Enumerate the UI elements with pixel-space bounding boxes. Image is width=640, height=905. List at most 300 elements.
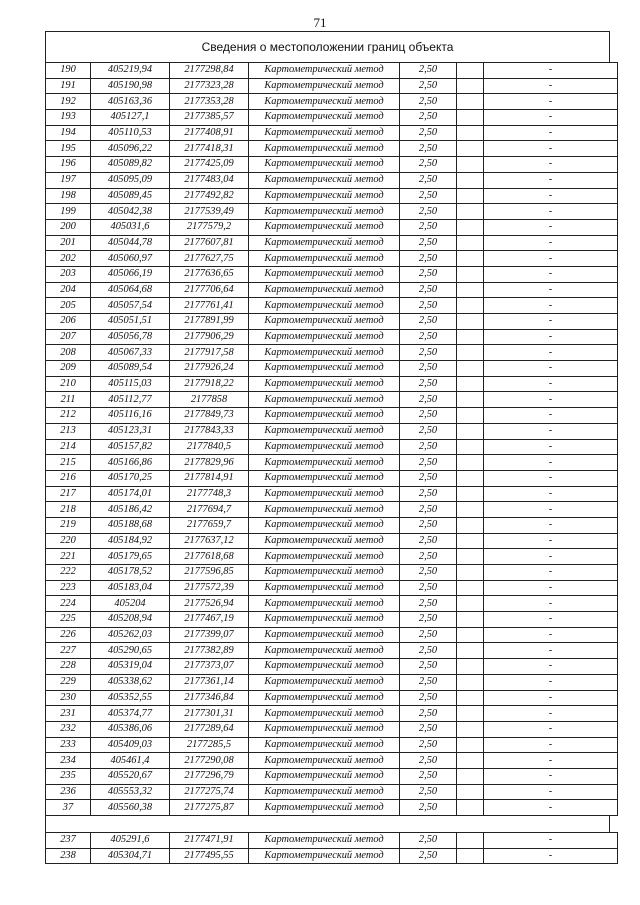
table-row [46,439,618,455]
coord-y-cell: 2177829,96 [170,455,249,471]
coord-x-cell: 405178,52 [91,565,170,581]
page-number: 71 [313,15,327,30]
description-cell: - [484,439,618,455]
point-number-cell: 205 [46,298,91,314]
table-row [46,549,618,565]
coord-y-cell: 2177285,5 [170,737,249,753]
coord-y-cell: 2177579,2 [170,219,249,235]
method-cell: Картометрический метод [249,643,400,659]
method-cell: Картометрический метод [249,596,400,612]
extra-cell [457,580,484,596]
extra-cell [457,63,484,79]
extra-cell [457,627,484,643]
coord-x-cell: 405089,82 [91,157,170,173]
description-cell: - [484,157,618,173]
extra-cell [457,376,484,392]
coord-x-cell: 405067,33 [91,345,170,361]
point-number-cell: 199 [46,204,91,220]
table-row [46,674,618,690]
coord-x-cell: 405056,78 [91,329,170,345]
extra-cell [457,690,484,706]
extra-cell [457,266,484,282]
description-cell: - [484,674,618,690]
extra-cell [457,188,484,204]
extra-cell [457,314,484,330]
description-cell: - [484,78,618,94]
extra-cell [457,470,484,486]
description-cell: - [484,737,618,753]
coord-y-cell: 2177408,91 [170,125,249,141]
description-cell: - [484,800,618,816]
precision-cell: 2,50 [400,768,457,784]
coord-x-cell: 405188,68 [91,517,170,533]
precision-cell: 2,50 [400,690,457,706]
precision-cell: 2,50 [400,376,457,392]
table-row [46,345,618,361]
description-cell: - [484,392,618,408]
table-row [46,486,618,502]
method-cell: Картометрический метод [249,721,400,737]
precision-cell: 2,50 [400,408,457,424]
coord-y-cell: 2177353,28 [170,94,249,110]
precision-cell: 2,50 [400,172,457,188]
table-row [46,784,618,800]
coord-y-cell: 2177361,14 [170,674,249,690]
precision-cell: 2,50 [400,565,457,581]
method-cell: Картометрический метод [249,63,400,79]
coord-y-cell: 2177539,49 [170,204,249,220]
coord-x-cell: 405096,22 [91,141,170,157]
coord-x-cell: 405066,19 [91,266,170,282]
extra-cell [457,768,484,784]
point-number-cell: 209 [46,361,91,377]
coord-x-cell: 405057,54 [91,298,170,314]
description-cell: - [484,596,618,612]
description-cell: - [484,502,618,518]
precision-cell: 2,50 [400,188,457,204]
extra-cell [457,721,484,737]
point-number-cell: 37 [46,800,91,816]
coord-y-cell: 2177495,55 [170,848,249,864]
extra-cell [457,674,484,690]
method-cell: Картометрический метод [249,737,400,753]
point-number-cell: 208 [46,345,91,361]
point-number-cell: 207 [46,329,91,345]
coord-y-cell: 2177694,7 [170,502,249,518]
coord-y-cell: 2177418,31 [170,141,249,157]
table-row [46,800,618,816]
precision-cell: 2,50 [400,470,457,486]
coord-y-cell: 2177637,12 [170,533,249,549]
table-row [46,204,618,220]
point-number-cell: 219 [46,517,91,533]
table-row [46,533,618,549]
coord-y-cell: 2177346,84 [170,690,249,706]
extra-cell [457,533,484,549]
table-row [46,329,618,345]
description-cell: - [484,549,618,565]
point-number-cell: 202 [46,251,91,267]
description-cell: - [484,141,618,157]
coord-y-cell: 2177917,58 [170,345,249,361]
method-cell: Картометрический метод [249,502,400,518]
point-number-cell: 197 [46,172,91,188]
table-row [46,94,618,110]
point-number-cell: 192 [46,94,91,110]
precision-cell: 2,50 [400,848,457,864]
table-row [46,580,618,596]
coord-y-cell: 2177275,87 [170,800,249,816]
table-row [46,768,618,784]
coord-x-cell: 405170,25 [91,470,170,486]
table-row [46,188,618,204]
description-cell: - [484,517,618,533]
extra-cell [457,486,484,502]
method-cell: Картометрический метод [249,125,400,141]
precision-cell: 2,50 [400,125,457,141]
coord-x-cell: 405089,45 [91,188,170,204]
method-cell: Картометрический метод [249,674,400,690]
precision-cell: 2,50 [400,298,457,314]
coord-x-cell: 405044,78 [91,235,170,251]
extra-cell [457,439,484,455]
extra-cell [457,833,484,849]
extra-cell [457,345,484,361]
coord-y-cell: 2177906,29 [170,329,249,345]
method-cell: Картометрический метод [249,690,400,706]
method-cell: Картометрический метод [249,235,400,251]
description-cell: - [484,486,618,502]
description-cell: - [484,848,618,864]
table-row [46,565,618,581]
extra-cell [457,565,484,581]
coord-x-cell: 405520,67 [91,768,170,784]
point-number-cell: 216 [46,470,91,486]
coord-y-cell: 2177843,33 [170,423,249,439]
method-cell: Картометрический метод [249,612,400,628]
coordinates-rows-continued [46,833,618,864]
point-number-cell: 220 [46,533,91,549]
point-number-cell: 204 [46,282,91,298]
precision-cell: 2,50 [400,737,457,753]
precision-cell: 2,50 [400,533,457,549]
description-cell: - [484,455,618,471]
table-row [46,157,618,173]
method-cell: Картометрический метод [249,282,400,298]
point-number-cell: 224 [46,596,91,612]
method-cell: Картометрический метод [249,188,400,204]
table-row [46,78,618,94]
coord-y-cell: 2177290,08 [170,753,249,769]
coord-y-cell: 2177618,68 [170,549,249,565]
description-cell: - [484,219,618,235]
precision-cell: 2,50 [400,800,457,816]
extra-cell [457,643,484,659]
extra-cell [457,392,484,408]
coord-x-cell: 405338,62 [91,674,170,690]
point-number-cell: 191 [46,78,91,94]
description-cell: - [484,408,618,424]
extra-cell [457,848,484,864]
table-row [46,690,618,706]
table-row [46,235,618,251]
extra-cell [457,157,484,173]
coord-x-cell: 405461,4 [91,753,170,769]
precision-cell: 2,50 [400,141,457,157]
precision-cell: 2,50 [400,643,457,659]
point-number-cell: 215 [46,455,91,471]
coord-x-cell: 405174,01 [91,486,170,502]
description-cell: - [484,125,618,141]
point-number-cell: 194 [46,125,91,141]
precision-cell: 2,50 [400,345,457,361]
coord-x-cell: 405166,86 [91,455,170,471]
table-row [46,612,618,628]
point-number-cell: 233 [46,737,91,753]
extra-cell [457,549,484,565]
description-cell: - [484,690,618,706]
description-cell: - [484,659,618,675]
precision-cell: 2,50 [400,659,457,675]
point-number-cell: 230 [46,690,91,706]
method-cell: Картометрический метод [249,549,400,565]
precision-cell: 2,50 [400,423,457,439]
table-row [46,282,618,298]
point-number-cell: 213 [46,423,91,439]
method-cell: Картометрический метод [249,659,400,675]
precision-cell: 2,50 [400,282,457,298]
table-row [46,266,618,282]
description-cell: - [484,172,618,188]
coord-x-cell: 405064,68 [91,282,170,298]
coord-y-cell: 2177483,04 [170,172,249,188]
method-cell: Картометрический метод [249,768,400,784]
method-cell: Картометрический метод [249,565,400,581]
extra-cell [457,455,484,471]
description-cell: - [484,110,618,126]
point-number-cell: 234 [46,753,91,769]
description-cell: - [484,361,618,377]
method-cell: Картометрический метод [249,455,400,471]
method-cell: Картометрический метод [249,266,400,282]
precision-cell: 2,50 [400,674,457,690]
description-cell: - [484,251,618,267]
table-row [46,314,618,330]
coord-y-cell: 2177467,19 [170,612,249,628]
table-row [46,753,618,769]
table-row [46,376,618,392]
table-row [46,848,618,864]
precision-cell: 2,50 [400,549,457,565]
coord-y-cell: 2177385,57 [170,110,249,126]
description-cell: - [484,612,618,628]
coord-y-cell: 2177748,3 [170,486,249,502]
extra-cell [457,235,484,251]
coord-x-cell: 405186,42 [91,502,170,518]
coord-y-cell: 2177492,82 [170,188,249,204]
coord-x-cell: 405291,6 [91,833,170,849]
description-cell: - [484,627,618,643]
description-cell: - [484,784,618,800]
table-row [46,643,618,659]
point-number-cell: 226 [46,627,91,643]
coord-x-cell: 405127,1 [91,110,170,126]
method-cell: Картометрический метод [249,141,400,157]
coord-y-cell: 2177918,22 [170,376,249,392]
point-number-cell: 206 [46,314,91,330]
extra-cell [457,219,484,235]
precision-cell: 2,50 [400,627,457,643]
point-number-cell: 227 [46,643,91,659]
description-cell: - [484,753,618,769]
extra-cell [457,94,484,110]
point-number-cell: 203 [46,266,91,282]
precision-cell: 2,50 [400,219,457,235]
extra-cell [457,204,484,220]
method-cell: Картометрический метод [249,784,400,800]
point-number-cell: 229 [46,674,91,690]
coordinates-table-continued [45,832,618,864]
method-cell: Картометрический метод [249,361,400,377]
point-number-cell: 228 [46,659,91,675]
coord-x-cell: 405352,55 [91,690,170,706]
point-number-cell: 235 [46,768,91,784]
coord-x-cell: 405115,03 [91,376,170,392]
method-cell: Картометрический метод [249,94,400,110]
method-cell: Картометрический метод [249,78,400,94]
table-row [46,737,618,753]
coord-y-cell: 2177296,79 [170,768,249,784]
point-number-cell: 196 [46,157,91,173]
precision-cell: 2,50 [400,486,457,502]
precision-cell: 2,50 [400,157,457,173]
description-cell: - [484,565,618,581]
point-number-cell: 212 [46,408,91,424]
method-cell: Картометрический метод [249,833,400,849]
extra-cell [457,78,484,94]
description-cell: - [484,376,618,392]
description-cell: - [484,94,618,110]
extra-cell [457,251,484,267]
method-cell: Картометрический метод [249,423,400,439]
extra-cell [457,517,484,533]
coord-x-cell: 405290,65 [91,643,170,659]
precision-cell: 2,50 [400,110,457,126]
description-cell: - [484,768,618,784]
table-row [46,706,618,722]
precision-cell: 2,50 [400,314,457,330]
description-cell: - [484,643,618,659]
point-number-cell: 211 [46,392,91,408]
extra-cell [457,423,484,439]
extra-cell [457,282,484,298]
table-gap [45,816,610,832]
point-number-cell: 193 [46,110,91,126]
table-row [46,659,618,675]
extra-cell [457,298,484,314]
coord-x-cell: 405042,38 [91,204,170,220]
extra-cell [457,502,484,518]
precision-cell: 2,50 [400,517,457,533]
table-row [46,833,618,849]
description-cell: - [484,188,618,204]
coord-y-cell: 2177471,91 [170,833,249,849]
coord-x-cell: 405060,97 [91,251,170,267]
point-number-cell: 221 [46,549,91,565]
description-cell: - [484,706,618,722]
method-cell: Картометрический метод [249,486,400,502]
point-number-cell: 218 [46,502,91,518]
coord-y-cell: 2177607,81 [170,235,249,251]
coord-x-cell: 405095,09 [91,172,170,188]
coord-x-cell: 405110,53 [91,125,170,141]
extra-cell [457,706,484,722]
method-cell: Картометрический метод [249,392,400,408]
precision-cell: 2,50 [400,266,457,282]
method-cell: Картометрический метод [249,345,400,361]
coord-y-cell: 2177596,85 [170,565,249,581]
method-cell: Картометрический метод [249,706,400,722]
precision-cell: 2,50 [400,329,457,345]
coord-x-cell: 405184,92 [91,533,170,549]
precision-cell: 2,50 [400,612,457,628]
table-row [46,455,618,471]
method-cell: Картометрический метод [249,298,400,314]
table-row [46,392,618,408]
coord-x-cell: 405219,94 [91,63,170,79]
coord-x-cell: 405089,54 [91,361,170,377]
description-cell: - [484,345,618,361]
table-row [46,251,618,267]
table-row [46,219,618,235]
precision-cell: 2,50 [400,361,457,377]
coordinates-rows [46,63,618,816]
coord-y-cell: 2177382,89 [170,643,249,659]
table-row [46,172,618,188]
coord-x-cell: 405374,77 [91,706,170,722]
table-row [46,298,618,314]
method-cell: Картометрический метод [249,408,400,424]
description-cell: - [484,533,618,549]
coord-y-cell: 2177425,09 [170,157,249,173]
precision-cell: 2,50 [400,251,457,267]
extra-cell [457,329,484,345]
coord-y-cell: 2177298,84 [170,63,249,79]
extra-cell [457,659,484,675]
extra-cell [457,361,484,377]
method-cell: Картометрический метод [249,251,400,267]
extra-cell [457,125,484,141]
table-row [46,125,618,141]
precision-cell: 2,50 [400,204,457,220]
coord-y-cell: 2177572,39 [170,580,249,596]
table-row [46,423,618,439]
description-cell: - [484,470,618,486]
description-cell: - [484,423,618,439]
coord-y-cell: 2177858 [170,392,249,408]
boundary-sheet [45,31,610,864]
description-cell: - [484,282,618,298]
description-cell: - [484,266,618,282]
point-number-cell: 231 [46,706,91,722]
coord-y-cell: 2177849,73 [170,408,249,424]
precision-cell: 2,50 [400,833,457,849]
method-cell: Картометрический метод [249,110,400,126]
method-cell: Картометрический метод [249,204,400,220]
coord-y-cell: 2177636,65 [170,266,249,282]
extra-cell [457,172,484,188]
table-row [46,361,618,377]
